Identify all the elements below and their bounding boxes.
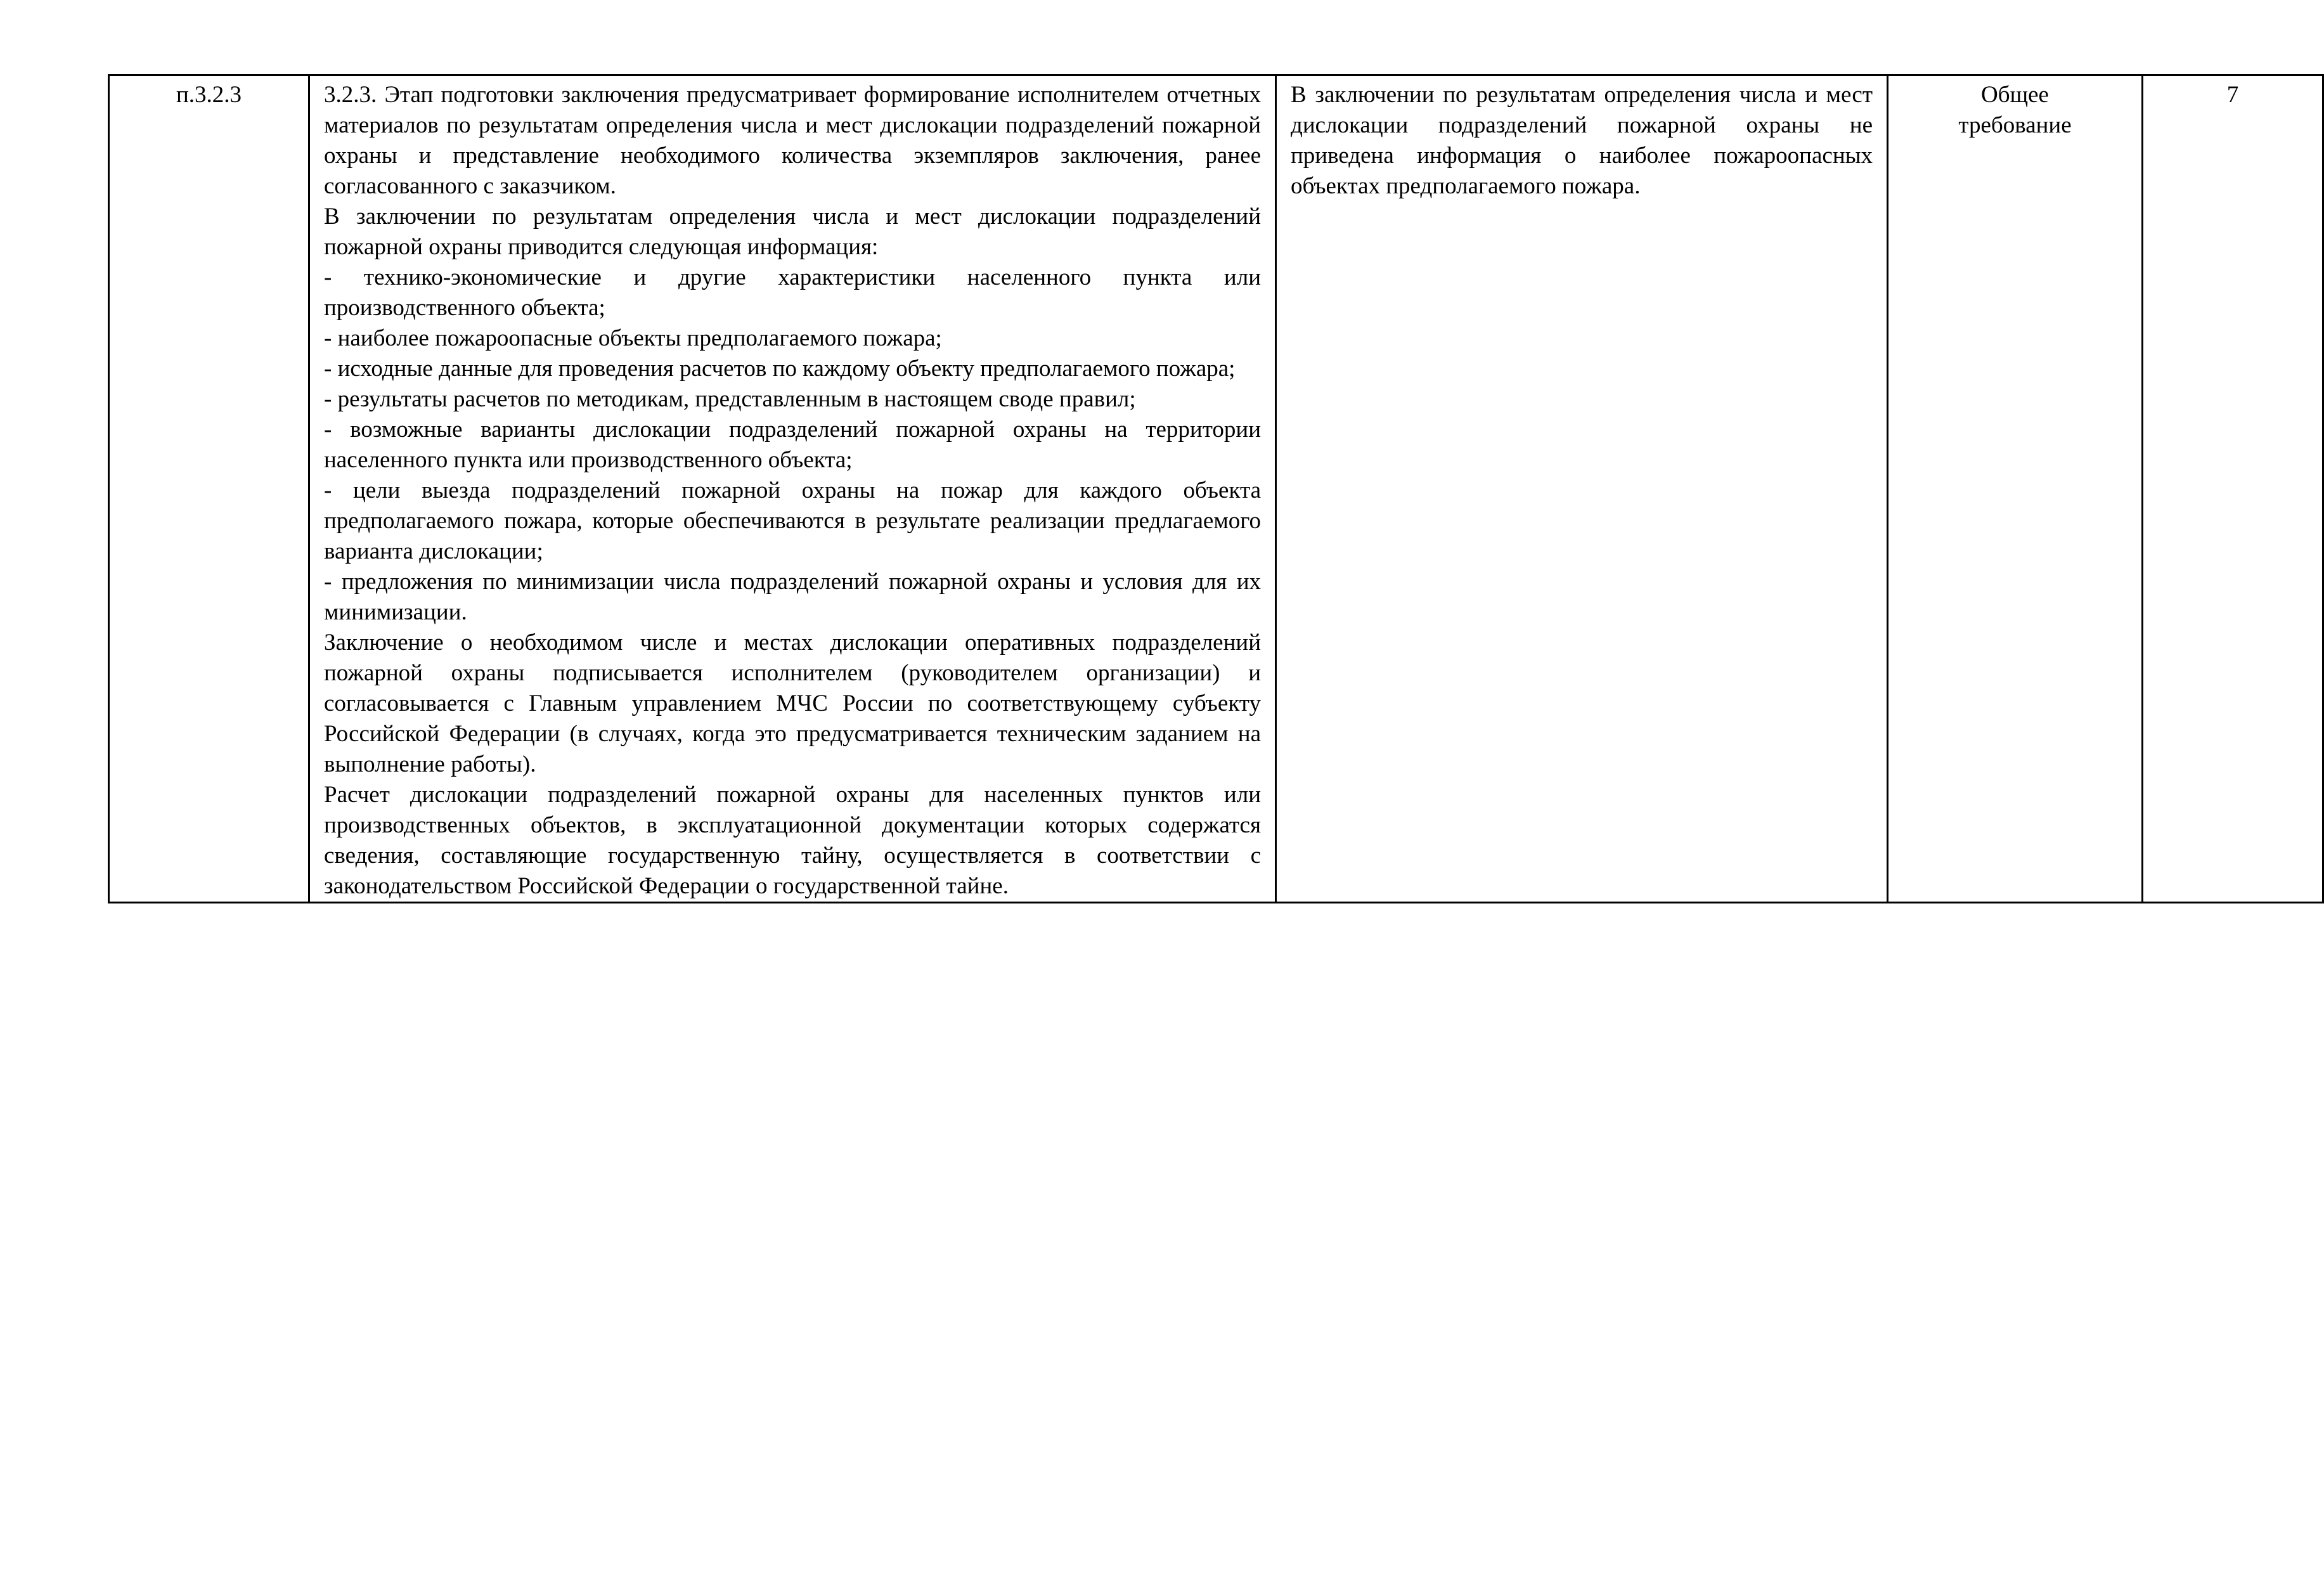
- item-number-cell: [2143, 75, 2323, 903]
- requirement-paragraph: Заключение о необходимом числе и местах дислокации оперативных подразделений пожарной охраны подписывается исполнителем (руководителем организации) и согласовывается с Главным управлением МЧС России по соответствующему субъекту Российской Федерации (в случаях, когда это предусматривается техническим заданием на выполнение работы).: [324, 630, 1261, 777]
- requirement-type-line: требование: [1958, 112, 2072, 138]
- requirement-list-item: - цели выезда подразделений пожарной охраны на пожар для каждого объекта предполагаемого пожара, которые обеспечиваются в результате реализации предлагаемого варианта дислокации;: [324, 477, 1261, 564]
- requirement-paragraph: Расчет дислокации подразделений пожарной охраны для населенных пунктов или производственных объектов, в эксплуатационной документации которых содержатся сведения, составляющие государственную тайну, осуществляется в соответствии с законодательством Российской Федерации о государственной тайне.: [324, 782, 1261, 899]
- requirement-type-line: Общее: [1981, 82, 2049, 108]
- requirements-table: [108, 74, 2324, 903]
- violation-description: В заключении по результатам определения числа и мест дислокации подразделений пожарной охраны не приведена информация о наиболее пожароопасных объектах предполагаемого пожара.: [1291, 82, 1873, 199]
- requirement-list-item: - возможные варианты дислокации подразделений пожарной охраны на территории населенного пункта или производственного объекта;: [324, 417, 1261, 473]
- requirement-type-cell: [1888, 75, 2143, 903]
- requirement-list-item: - результаты расчетов по методикам, представленным в настоящем своде правил;: [324, 386, 1136, 412]
- requirement-list-item: - наиболее пожароопасные объекты предполагаемого пожара;: [324, 325, 942, 351]
- requirement-paragraph: 3.2.3. Этап подготовки заключения предусматривает формирование исполнителем отчетных материалов по результатам определения числа и мест дислокации подразделений пожарной охраны и представление необходимого количества экземпляров заключения, ранее согласованного с заказчиком.: [324, 82, 1261, 199]
- clause-reference: п.3.2.3: [176, 82, 242, 108]
- clause-reference-cell: [109, 75, 309, 903]
- table-row: [109, 75, 2323, 903]
- requirement-list-item: - предложения по минимизации числа подразделений пожарной охраны и условия для их минимизации.: [324, 569, 1261, 625]
- requirement-list-item: - технико-экономические и другие характеристики населенного пункта или производственного объекта;: [324, 264, 1261, 321]
- requirement-text-cell: [309, 75, 1276, 903]
- requirement-paragraph: В заключении по результатам определения числа и мест дислокации подразделений пожарной охраны приводится следующая информация:: [324, 204, 1261, 260]
- requirement-list-item: - исходные данные для проведения расчетов по каждому объекту предполагаемого пожара;: [324, 356, 1236, 382]
- item-number: 7: [2226, 82, 2239, 108]
- violation-description-cell: [1276, 75, 1888, 903]
